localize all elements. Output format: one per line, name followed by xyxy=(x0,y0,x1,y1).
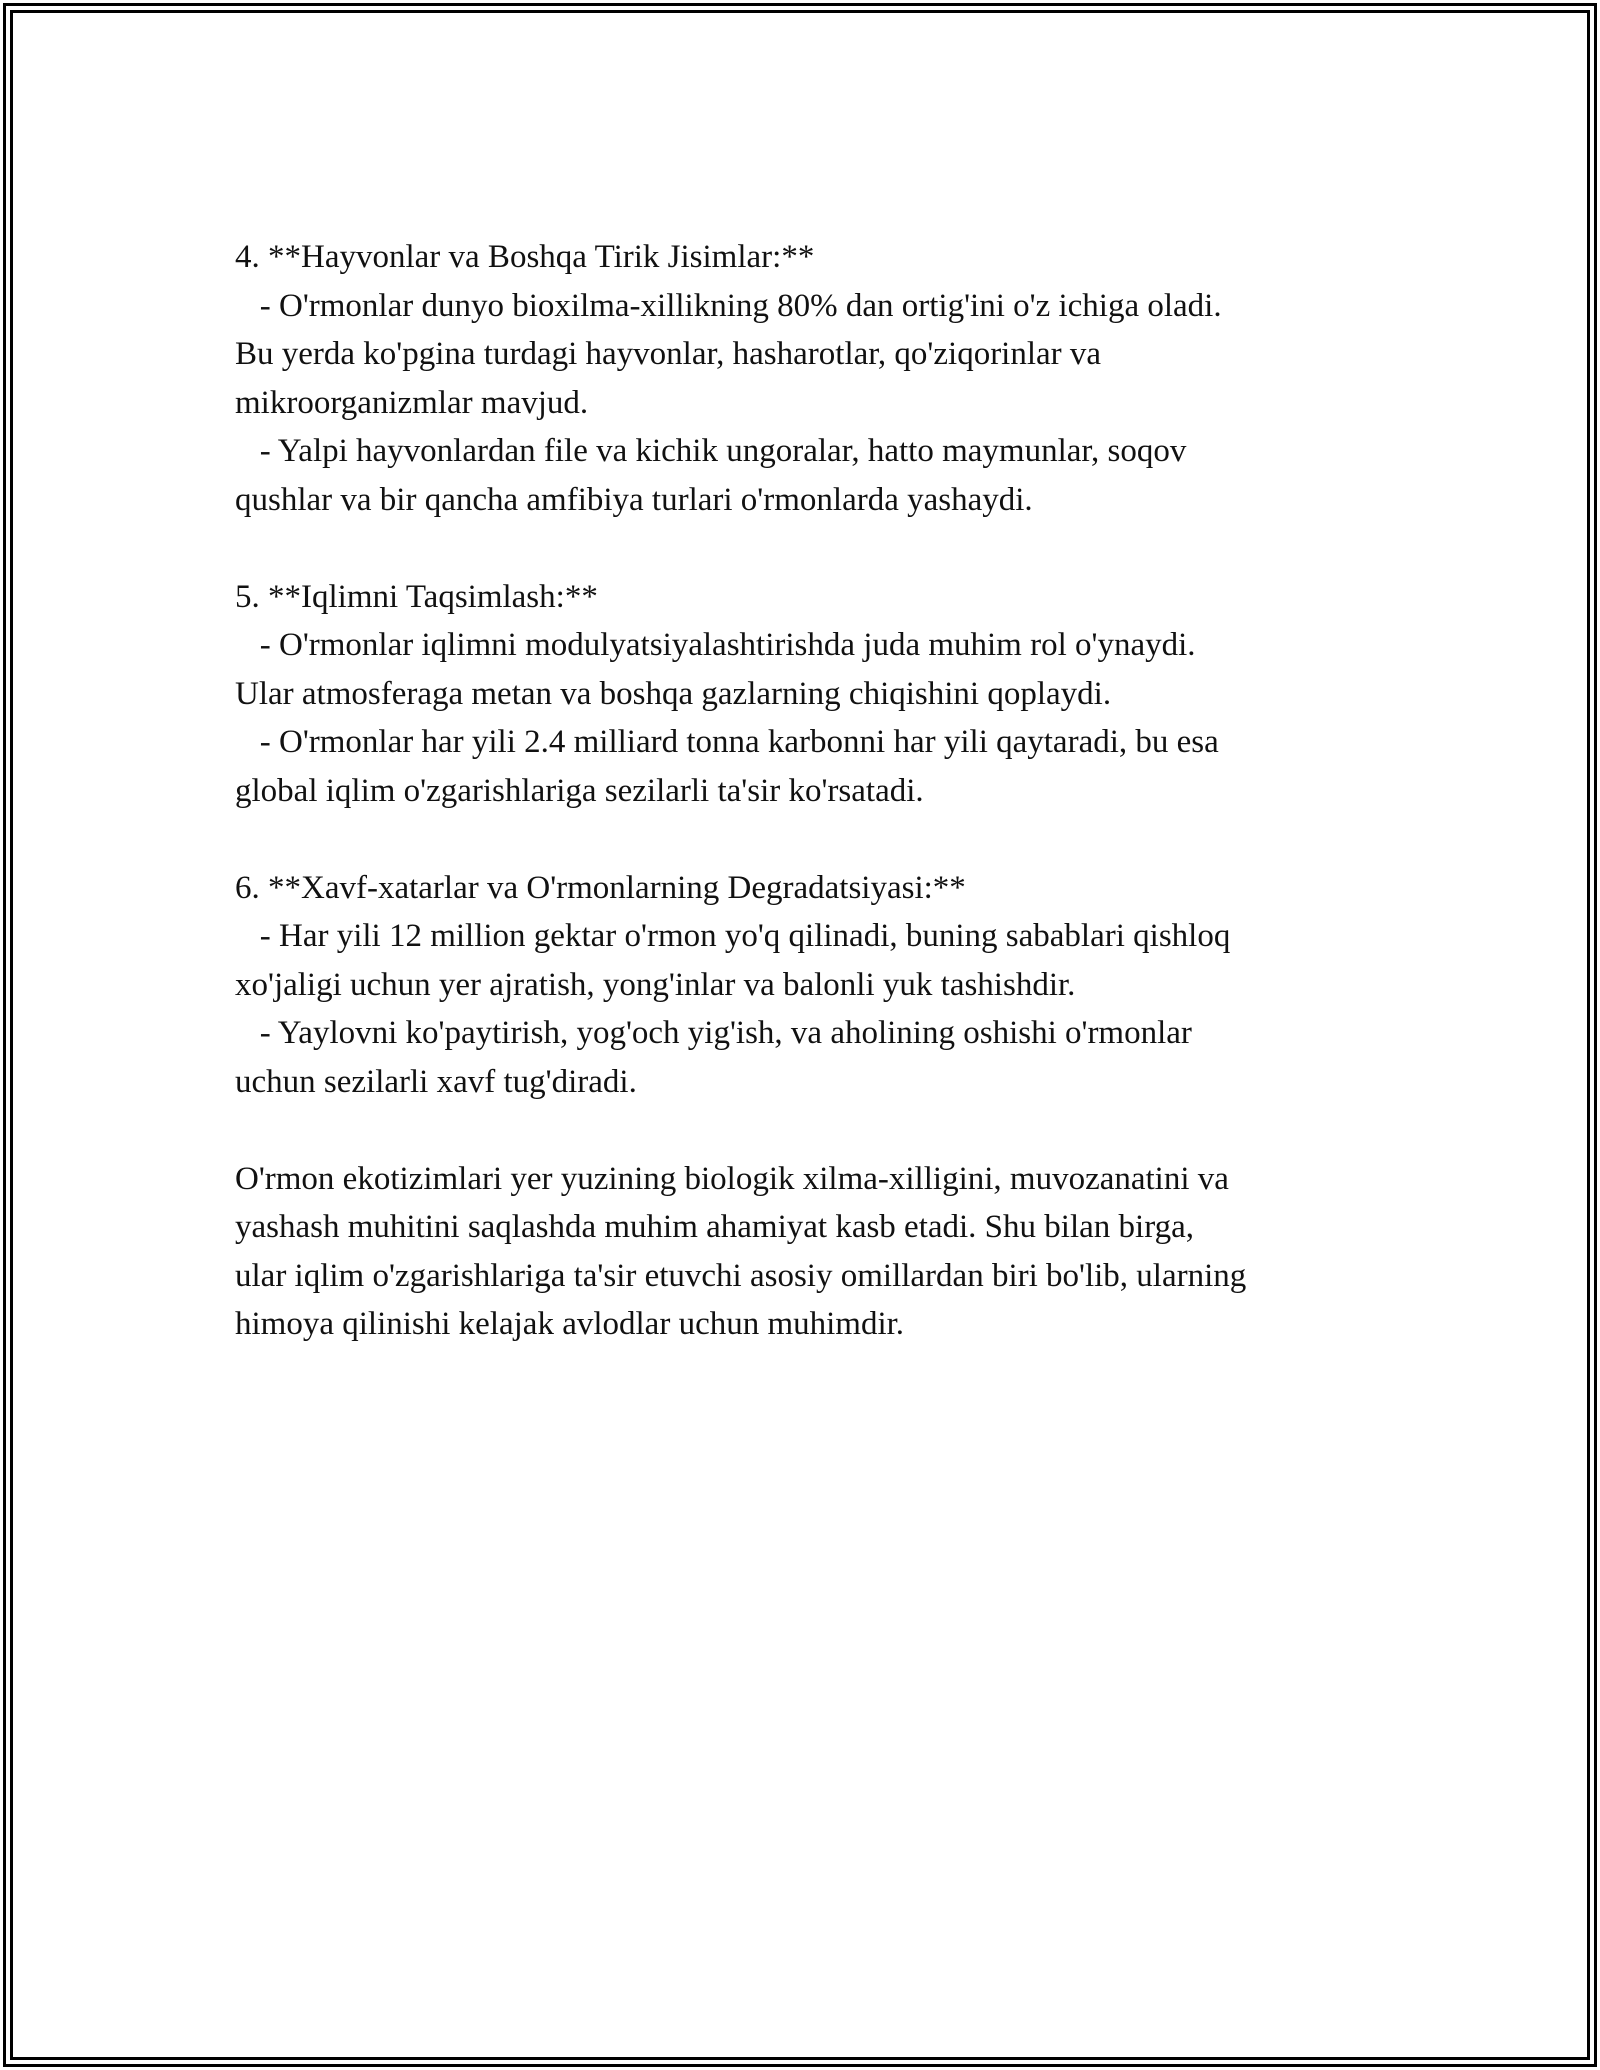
text-line: - Yalpi hayvonlardan file va kichik ungoralar, hatto maymunlar, soqov xyxy=(235,433,1187,469)
text-line: ular iqlim o'zgarishlariga ta'sir etuvchi asosiy omillardan biri bo'lib, ularning xyxy=(235,1257,1247,1294)
text-line: - Har yili 12 million gektar o'rmon yo'q qilinadi, buning sabablari qishloq xyxy=(235,918,1231,954)
text-line: uchun sezilarli xavf tug'diradi. xyxy=(235,1063,637,1100)
text-line: himoya qilinishi kelajak avlodlar uchun muhimdir. xyxy=(235,1306,905,1342)
section-threats xyxy=(235,864,1395,1107)
text-line: - O'rmonlar har yili 2.4 milliard tonna karbonni har yili qaytaradi, bu esa xyxy=(235,724,1219,760)
text-line: xo'jaligi uchun yer ajratish, yong'inlar va balonli yuk tashishdir. xyxy=(235,966,1076,1003)
text-line: Ular atmosferaga metan va boshqa gazlarning chiqishini qoplaydi. xyxy=(235,675,1112,712)
conclusion-paragraph xyxy=(235,1155,1395,1349)
text-line: - O'rmonlar dunyo bioxilma-xillikning 80% dan ortig'ini o'z ichiga oladi. xyxy=(235,287,1222,324)
text-line: O'rmon ekotizimlari yer yuzining biologik xilma-xilligini, muvozanatini va xyxy=(235,1160,1229,1197)
section-heading: 5. **Iqlimni Taqsimlash:** xyxy=(235,578,598,615)
text-line: - O'rmonlar iqlimni modulyatsiyalashtirishda juda muhim rol o'ynaydi. xyxy=(235,627,1196,663)
text-line: global iqlim o'zgarishlariga sezilarli ta'sir ko'rsatadi. xyxy=(235,772,924,809)
section-climate xyxy=(235,573,1395,816)
text-line: yashash muhitini saqlashda muhim ahamiyat kasb etadi. Shu bilan birga, xyxy=(235,1209,1194,1245)
text-line: qushlar va bir qancha amfibiya turlari o'rmonlarda yashaydi. xyxy=(235,481,1033,518)
section-heading: 4. **Hayvonlar va Boshqa Tirik Jisimlar:** xyxy=(235,239,815,275)
section-heading: 6. **Xavf-xatarlar va O'rmonlarning Degradatsiyasi:** xyxy=(235,869,966,906)
text-line: mikroorganizmlar mavjud. xyxy=(235,384,589,421)
section-animals xyxy=(235,233,1395,524)
document-body xyxy=(235,233,1395,1349)
text-line: - Yaylovni ko'paytirish, yog'och yig'ish, va aholining oshishi o'rmonlar xyxy=(235,1015,1192,1051)
text-line: Bu yerda ko'pgina turdagi hayvonlar, hasharotlar, qo'ziqorinlar va xyxy=(235,336,1102,372)
